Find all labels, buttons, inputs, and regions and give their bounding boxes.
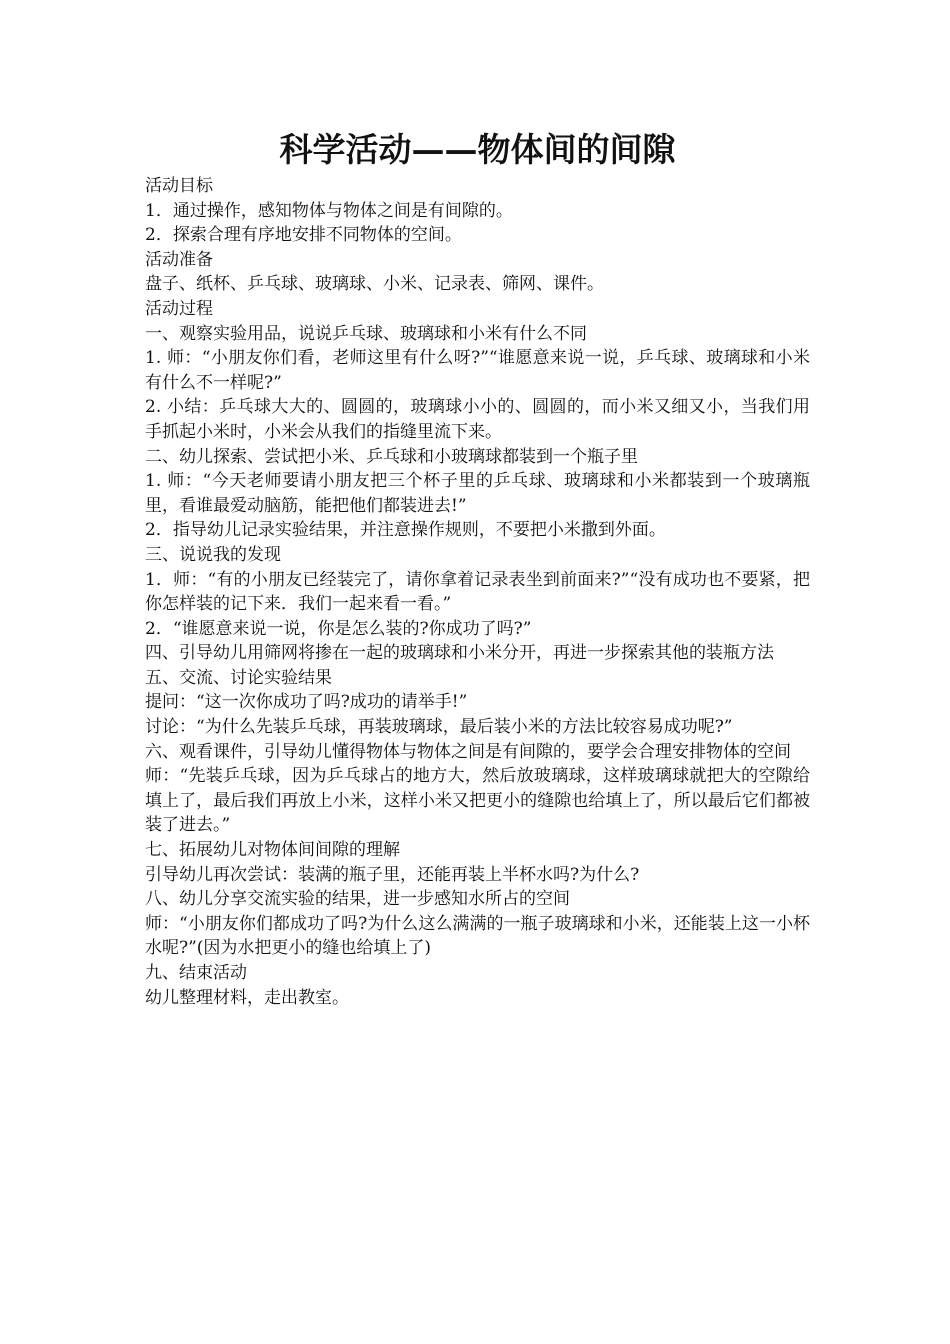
step-text: 提问：“这一次你成功了吗?成功的请举手!” <box>145 692 468 713</box>
section-heading-goals: 活动目标 <box>145 176 213 196</box>
section-heading-preparation: 活动准备 <box>145 249 213 270</box>
section-heading-process: 活动过程 <box>145 298 213 319</box>
step-text: 师：“小朋友你们都成功了吗?为什么这么满满的一瓶子玻璃球和小米，还能装上这一小杯水呢?”(因为水把更小的缝也给填上了) <box>145 913 810 959</box>
step-text: 引导幼儿再次尝试：装满的瓶子里，还能再装上半杯水吗?为什么? <box>145 864 640 885</box>
goal-item: 1．通过操作，感知物体与物体之间是有间隙的。 <box>145 200 513 221</box>
step-heading: 二、幼儿探索、尝试把小米、乒乓球和小玻璃球都装到一个瓶子里 <box>145 446 638 467</box>
step-text: 2. 小结：乒乓球大大的、圆圆的，玻璃球小小的、圆圆的，而小米又细又小，当我们用手抓起小米时，小米会从我们的指缝里流下来。 <box>145 397 810 442</box>
preparation-text: 盘子、纸杯、乒乓球、玻璃球、小米、记录表、筛网、课件。 <box>145 274 604 295</box>
document-title: 科学活动——物体间的间隙 <box>279 130 676 169</box>
step-heading: 四、引导幼儿用筛网将掺在一起的玻璃球和小米分开，再进一步探索其他的装瓶方法 <box>145 643 774 664</box>
step-text: 2．“谁愿意来说一说，你是怎么装的?你成功了吗?” <box>145 618 532 639</box>
step-text: 讨论：“为什么先装乒乓球，再装玻璃球，最后装小米的方法比较容易成功呢?” <box>145 717 733 738</box>
step-heading: 五、交流、讨论实验结果 <box>145 667 332 688</box>
step-heading: 一、观察实验用品，说说乒乓球、玻璃球和小米有什么不同 <box>145 323 587 344</box>
step-text: 师：“先装乒乓球，因为乒乓球占的地方大，然后放玻璃球，这样玻璃球就把大的空隙给填上了，最后我们再放上小米，这样小米又把更小的缝隙也给填上了，所以最后它们都被装了进去。” <box>145 766 810 836</box>
step-text: 1. 师：“小朋友你们看，老师这里有什么呀?”“谁愿意来说一说，乒乓球、玻璃球和小米有什么不一样呢?” <box>145 348 810 393</box>
step-text: 幼儿整理材料，走出教室。 <box>145 987 349 1008</box>
goal-item: 2．探索合理有序地安排不同物体的空间。 <box>145 225 462 246</box>
step-heading: 九、结束活动 <box>145 963 247 983</box>
step-heading: 七、拓展幼儿对物体间间隙的理解 <box>145 840 400 861</box>
step-text: 1．师：“有的小朋友已经装完了，请你拿着记录表坐到前面来?”“没有成功也不要紧，把你怎样装的记下来．我们一起来看一看。” <box>145 569 810 615</box>
step-heading: 三、说说我的发现 <box>145 544 281 565</box>
step-heading: 八、幼儿分享交流实验的结果，进一步感知水所占的空间 <box>145 889 570 910</box>
step-text: 1. 师：“今天老师要请小朋友把三个杯子里的乒乓球、玻璃球和小米都装到一个玻璃瓶里，看谁最爱动脑筋，能把他们都装进去!” <box>145 471 810 516</box>
step-text: 2．指导幼儿记录实验结果，并注意操作规则，不要把小米撒到外面。 <box>145 520 666 541</box>
document-page <box>145 128 810 1010</box>
step-heading: 六、观看课件，引导幼儿懂得物体与物体之间是有间隙的，要学会合理安排物体的空间 <box>145 741 791 762</box>
